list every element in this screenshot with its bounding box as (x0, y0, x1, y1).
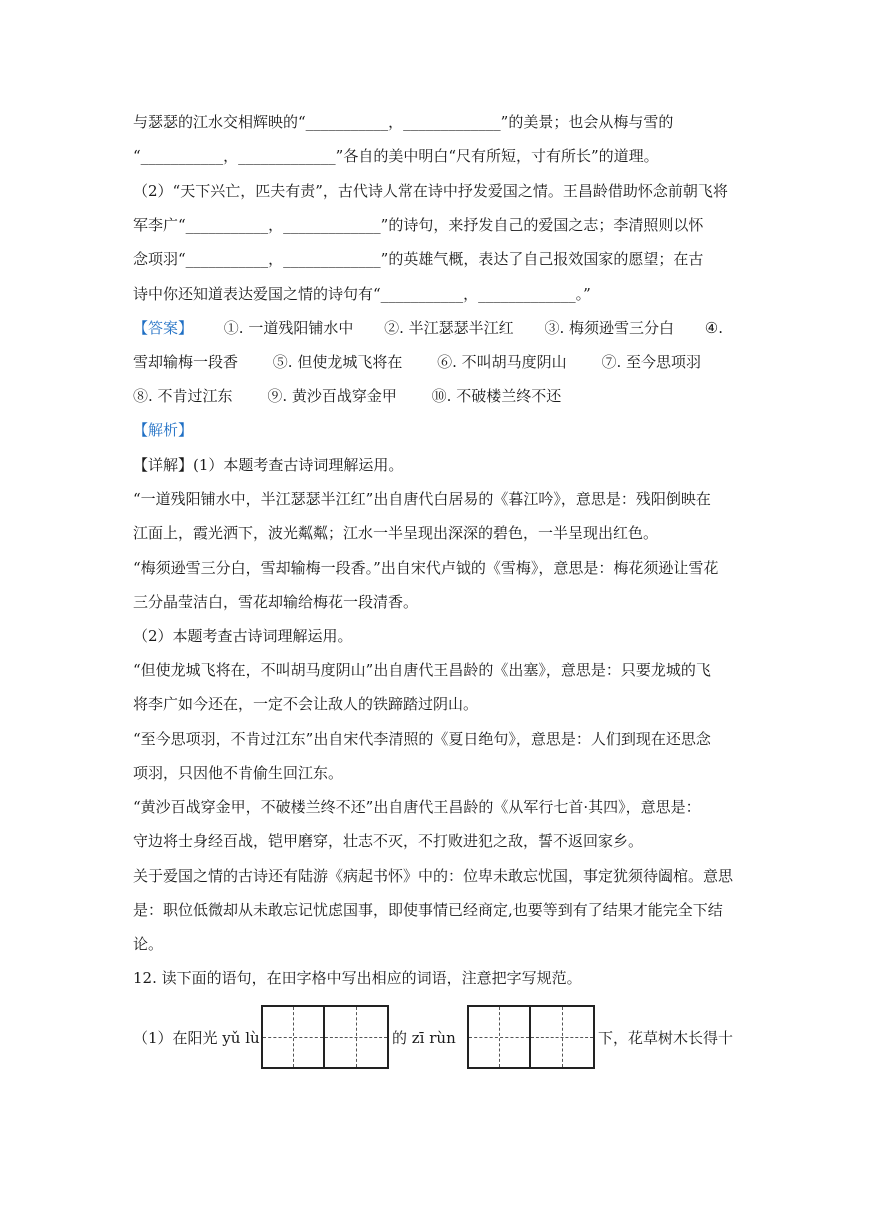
analysis-line: “但使龙城飞将在，不叫胡马度阴山”出自唐代王昌龄的《出塞》，意思是：只要龙城的飞 (133, 661, 711, 679)
analysis-label: 【解析】 (133, 421, 194, 439)
tianzige-cell[interactable] (263, 1007, 325, 1067)
analysis-line: “梅须逊雪三分白，雪却输梅一段香。”出自宋代卢钺的《雪梅》，意思是：梅花须逊让雪花 (133, 559, 719, 577)
answer-line-2 (133, 352, 701, 372)
answer-item: 雪却输梅一段香 (133, 353, 239, 371)
tianzige-grid-1[interactable] (261, 1005, 389, 1069)
tianzige-cell[interactable] (469, 1007, 531, 1067)
answer-item: ⑥. 不叫胡马度阴山 (437, 353, 567, 371)
analysis-line: 【详解】(1）本题考查古诗词理解运用。 (133, 456, 404, 474)
answer-item: ⑩. 不破楼兰终不还 (431, 387, 562, 405)
answer-label: 【答案】 (133, 319, 194, 337)
text-line: （2）“天下兴亡，匹夫有责”，古代诗人常在诗中抒发爱国之情。王昌龄借助怀念前朝飞将 (133, 182, 728, 200)
text-line: 与瑟瑟的江水交相辉映的“___________，_____________”的美景；也会从梅与雪的 (133, 113, 674, 131)
tianzige-grid-2[interactable] (467, 1005, 595, 1069)
text-line: 念项羽“___________，_____________”的英雄气概，表达了自己报效国家的愿望；在古 (133, 250, 704, 268)
answer-line-3 (133, 386, 561, 406)
analysis-line: 守边将士身经百战，铠甲磨穿，壮志不灭，不打败进犯之敌，誓不返回家乡。 (133, 832, 644, 850)
tianzige-cell[interactable] (325, 1007, 387, 1067)
answer-item: ⑦. 至今思项羽 (601, 353, 701, 371)
q12-text-part1: （1）在阳光 yǔ lù (133, 1029, 260, 1047)
analysis-line: （2）本题考查古诗词理解运用。 (133, 627, 353, 645)
q12-text-part3: 下，花草树木长得十 (598, 1029, 734, 1047)
analysis-line: 三分晶莹洁白，雪花却输给梅花一段清香。 (133, 593, 419, 611)
analysis-line: 论。 (133, 935, 164, 953)
analysis-line: 是：职位低微却从未敢忘记忧虑国事，即使事情已经商定,也要等到有了结果才能完全下结 (133, 901, 723, 919)
answer-line-1 (133, 318, 723, 338)
answer-item: ⑧. 不肯过江东 (133, 387, 233, 405)
analysis-line: 项羽，只因他不肯偷生回江东。 (133, 764, 344, 782)
analysis-line: 关于爱国之情的古诗还有陆游《病起书怀》中的：位卑未敢忘忧国，事定犹须待阖棺。意思 (133, 867, 734, 885)
tianzige-cell[interactable] (531, 1007, 593, 1067)
question-12-prompt: 12. 读下面的语句，在田字格中写出相应的词语，注意把字写规范。 (133, 969, 582, 987)
analysis-line: “黄沙百战穿金甲，不破楼兰终不还”出自唐代王昌龄的《从军行七首·其四》，意思是： (133, 798, 701, 816)
analysis-line: 江面上，霞光洒下，波光粼粼；江水一半呈现出深深的碧色，一半呈现出红色。 (133, 524, 659, 542)
answer-item: ③. 梅须逊雪三分白 (544, 319, 674, 337)
answer-item: ④. (704, 319, 723, 337)
answer-item: ⑤. 但使龙城飞将在 (272, 353, 403, 371)
analysis-line: 将李广如今还在，一定不会让敌人的铁蹄踏过阴山。 (133, 695, 479, 713)
answer-item: ②. 半江瑟瑟半江红 (384, 319, 514, 337)
analysis-line: “一道残阳铺水中，半江瑟瑟半江红”出自唐代白居易的《暮江吟》，意思是：残阳倒映在 (133, 490, 711, 508)
text-line: 诗中你还知道表达爱国之情的诗句有“___________，_____________。” (133, 285, 591, 303)
answer-item: ⑨. 黄沙百战穿金甲 (267, 387, 397, 405)
text-line: 军李广“___________，_____________”的诗句，来抒发自己的爱国之志；李清照则以怀 (133, 216, 704, 234)
text-line: “___________，_____________”各自的美中明白“尺有所短，寸有所长”的道理。 (133, 147, 659, 165)
answer-item: ①. 一道残阳铺水中 (223, 319, 354, 337)
q12-text-part2: 的 zī rùn (392, 1029, 456, 1047)
analysis-line: “至今思项羽，不肯过江东”出自宋代李清照的《夏日绝句》，意思是：人们到现在还思念 (133, 730, 711, 748)
